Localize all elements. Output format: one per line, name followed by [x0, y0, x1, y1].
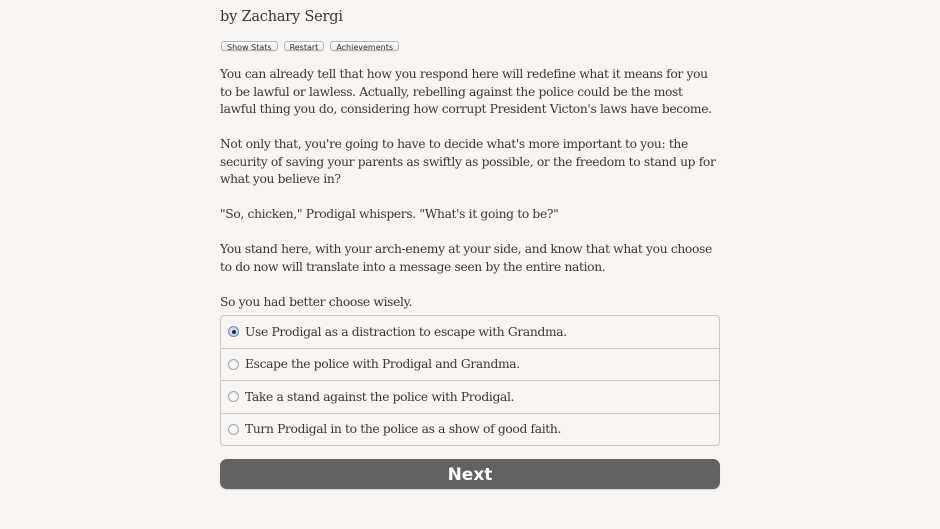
story-paragraph: You stand here, with your arch-enemy at your side, and know that what you choose to do now will translate into a message seen by the entire nation.	[220, 242, 712, 274]
radio-selected-icon[interactable]	[228, 326, 239, 337]
story-paragraph: You can already tell that how you respond here will redefine what it means for you to be lawful or lawless. Actually, rebelling against the police could be the most lawful thing you do, considering how corrupt President Victon's laws have become.	[220, 67, 712, 116]
choice-label: Use Prodigal as a distraction to escape with Grandma.	[245, 324, 567, 339]
choice-label: Escape the police with Prodigal and Grandma.	[245, 357, 520, 372]
story-paragraph: "So, chicken," Prodigal whispers. "What's it going to be?"	[220, 207, 559, 221]
restart-button[interactable]: Restart	[284, 41, 325, 51]
story-paragraph: Not only that, you're going to have to decide what's more important to you: the security of saving your parents as swiftly as possible, or the freedom to stand up for what you believe in?	[220, 137, 716, 186]
choice-option-1[interactable]	[221, 316, 719, 348]
author-byline: by Zachary Sergi	[220, 9, 343, 25]
choice-label: Turn Prodigal in to the police as a show of good faith.	[245, 422, 562, 437]
radio-unselected-icon[interactable]	[228, 424, 239, 435]
radio-unselected-icon[interactable]	[228, 359, 239, 370]
choice-option-2[interactable]	[221, 348, 719, 381]
story-text	[220, 66, 720, 329]
achievements-button[interactable]: Achievements	[330, 41, 399, 51]
choice-option-3[interactable]	[221, 380, 719, 413]
show-stats-button[interactable]: Show Stats	[221, 41, 278, 51]
choice-label: Take a stand against the police with Prodigal.	[245, 389, 515, 404]
next-button[interactable]: Next	[220, 459, 720, 489]
radio-unselected-icon[interactable]	[228, 391, 239, 402]
toolbar	[221, 41, 399, 51]
choice-option-4[interactable]	[221, 413, 719, 446]
choice-list	[220, 315, 720, 446]
story-paragraph: So you had better choose wisely.	[220, 294, 413, 309]
